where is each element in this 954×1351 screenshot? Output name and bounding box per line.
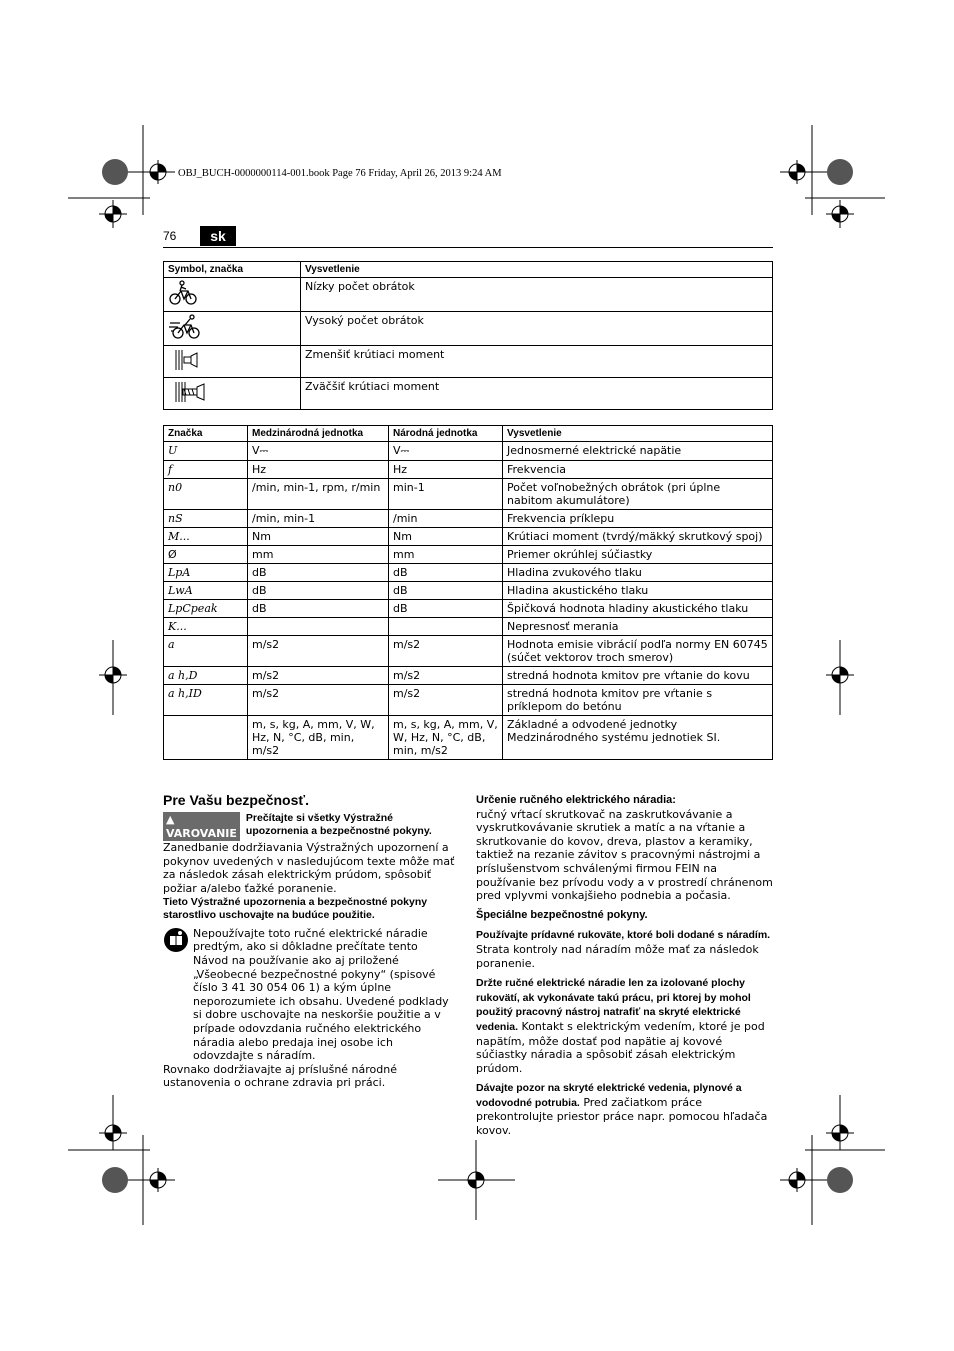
table-cell: m, s, kg, A, mm, V, W, Hz, N, °C, dB, min, m/s2 (389, 716, 503, 760)
left-column (163, 812, 455, 1090)
table-cell: m, s, kg, A, mm, V, W, Hz, N, °C, dB, min, m/s2 (248, 716, 389, 760)
paragraph (476, 928, 773, 970)
table-cell: Jednosmerné elektrické napätie (503, 442, 773, 461)
page-number: 76 (163, 229, 177, 243)
bicycle-low-speed-icon (168, 280, 198, 306)
symbol-cell: LwA (164, 582, 248, 600)
symbol-cell: a h,D (164, 667, 248, 685)
table-cell: Špičková hodnota hladiny akustického tlaku (503, 600, 773, 618)
table-cell: V⎓ (389, 442, 503, 461)
table-cell: mm (389, 546, 503, 564)
symbol-cell: f (164, 461, 248, 479)
table-cell: Počet voľnobežných obrátok (pri úplne nabitom akumulátore) (503, 479, 773, 510)
table-cell: stredná hodnota kmitov pre vŕtanie do kovu (503, 667, 773, 685)
table-cell: dB (248, 582, 389, 600)
table-cell: /min, min-1 (248, 510, 389, 528)
text: Strata kontroly nad náradím môže mať za následok poranenie. (476, 942, 759, 970)
symbol-table (163, 261, 773, 410)
table-cell: stredná hodnota kmitov pre vŕtanie s príklepom do betónu (503, 685, 773, 716)
symbol-cell: Ø (164, 546, 248, 564)
table-cell: m/s2 (389, 667, 503, 685)
table-cell: Hladina akustického tlaku (503, 582, 773, 600)
paragraph (476, 976, 773, 1075)
column-header: Vysvetlenie (503, 426, 773, 442)
column-header: Medzinárodná jednotka (248, 426, 389, 442)
table-cell: m/s2 (389, 636, 503, 667)
symbol-cell: K... (164, 618, 248, 636)
table-cell: dB (389, 600, 503, 618)
table-cell: dB (389, 564, 503, 582)
table-cell: dB (248, 564, 389, 582)
symbol-cell: n0 (164, 479, 248, 510)
column-header: Národná jednotka (389, 426, 503, 442)
warning-triangle-icon: ▲ (166, 813, 175, 826)
symbol-cell (164, 378, 301, 410)
symbol-cell: a h,ID (164, 685, 248, 716)
screw-large-torque-icon (168, 380, 206, 404)
symbol-cell: LpA (164, 564, 248, 582)
table-cell: Nm (248, 528, 389, 546)
table-cell: mm (248, 546, 389, 564)
bold-lead: Dávajte pozor na skryté elektrické vedenia, plynové a vodovodné potrubia. (476, 1082, 742, 1109)
table-cell: Nízky počet obrátok (301, 278, 773, 312)
symbol-header: Symbol, značka (164, 262, 301, 278)
language-badge: sk (200, 226, 236, 246)
warning-badge (163, 812, 240, 841)
table-cell: m/s2 (248, 667, 389, 685)
header-rule (163, 247, 773, 248)
paragraph: Zanedbanie dodržiavania Výstražných upozornení a pokynov uvedených v nasledujúcom texte môže mať za následok zásah elektrickým prúdom, spôsobiť požiar a/alebo ťažké poranenie. (163, 841, 455, 895)
table-cell: Hodnota emisie vibrácií podľa normy EN 60745 (súčet vektorov troch smerov) (503, 636, 773, 667)
table-cell: Hladina zvukového tlaku (503, 564, 773, 582)
explanation-header: Vysvetlenie (301, 262, 773, 278)
table-cell: Hz (248, 461, 389, 479)
symbol-cell: nS (164, 510, 248, 528)
table-cell: m/s2 (248, 685, 389, 716)
warning-text: Prečítajte si všetky Výstražné upozornenia a bezpečnostné pokyny. (245, 812, 432, 837)
file-info-line: OBJ_BUCH-0000000114-001.book Page 76 Friday, April 26, 2013 9:24 AM (178, 168, 502, 179)
symbol-cell: M... (164, 528, 248, 546)
table-cell: V⎓ (248, 442, 389, 461)
symbol-cell: LpCpeak (164, 600, 248, 618)
screw-small-torque-icon (168, 348, 198, 372)
symbol-cell: a (164, 636, 248, 667)
table-cell: dB (389, 582, 503, 600)
units-table (163, 425, 773, 760)
table-cell (389, 618, 503, 636)
text: Kontakt s elektrickým vedením, ktoré je pod napätím, môže dostať pod napätie aj kovové súčiastky náradia a spôsobiť zásah elektrickým prúdom. (476, 1019, 765, 1075)
paragraph-bold: Tieto Výstražné upozornenia a bezpečnostné pokyny starostlivo uschovajte na budúce použitie. (163, 895, 428, 922)
paragraph: ručný vŕtací skrutkovač na zaskrutkovávanie a vyskrutkovávanie skrutiek a matíc a na vŕtanie a skrutkovanie do kovov, dreva, plastov a keramiky, taktiež na rezanie závitov s pracovnými nástrojmi a príslušenstvom schválenými firmou FEIN na používanie bez prívodu vody a v prostredí chránenom pred vplyvmi vonkajšieho podnebia a počasia. (476, 807, 773, 903)
table-cell: Vysoký počet obrátok (301, 312, 773, 346)
subheading: Určenie ručného elektrického náradia: (476, 794, 676, 806)
table-cell (248, 618, 389, 636)
read-manual-icon (163, 927, 189, 1063)
warning-label: VAROVANIE (166, 826, 237, 840)
table-cell: Frekvencia príklepu (503, 510, 773, 528)
column-header: Značka (164, 426, 248, 442)
table-cell: m/s2 (389, 685, 503, 716)
symbol-cell: U (164, 442, 248, 461)
table-cell: dB (248, 600, 389, 618)
table-cell: min-1 (389, 479, 503, 510)
table-cell: m/s2 (248, 636, 389, 667)
table-cell: /min (389, 510, 503, 528)
bicycle-high-speed-icon (168, 314, 202, 340)
symbol-cell (164, 278, 301, 312)
table-cell: Základné a odvodené jednotky Medzinárodného systému jednotiek SI. (503, 716, 773, 760)
table-cell: Priemer okrúhlej súčiastky (503, 546, 773, 564)
table-cell: Krútiaci moment (tvrdý/mäkký skrutkový spoj) (503, 528, 773, 546)
table-cell: Zmenšiť krútiaci moment (301, 346, 773, 378)
subheading: Špeciálne bezpečnostné pokyny. (476, 908, 648, 921)
section-title: Pre Vašu bezpečnosť. (163, 792, 309, 808)
table-cell: Nepresnosť merania (503, 618, 773, 636)
table-cell: /min, min-1, rpm, r/min (248, 479, 389, 510)
bold-lead: Používajte prídavné rukoväte, ktoré boli dodané s náradím. (476, 929, 771, 942)
table-cell: Zväčšiť krútiaci moment (301, 378, 773, 410)
right-column (476, 794, 773, 1138)
symbol-cell (164, 346, 301, 378)
bold-lead: Držte ručné elektrické náradie len za izolované plochy rukovätí, ak vykonávate takú prácu, pri ktorej by mohol použitý pracovný nástroj natrafiť na skryté elektrické vedenia. (476, 977, 751, 1033)
paragraph: Nepoužívajte toto ručné elektrické náradie predtým, ako si dôkladne prečítate tento Návod na používanie ako aj priložené „Všeobecné bezpečnostné pokyny“ (spisové číslo 3 41 30 054 06 1) a kým úplne neporozumiete ich obsahu. Uvedené podklady si dobre uschovajte na neskoršie použitie a v prípade odovzdania ručného elektrického náradia alebo predaja inej osobe ich odovzdajte s náradím. (193, 926, 449, 1063)
paragraph: Rovnako dodržiavajte aj príslušné národné ustanovenia o ochrane zdravia pri práci. (163, 1062, 398, 1090)
paragraph (476, 1081, 773, 1137)
symbol-cell (164, 716, 248, 760)
text: Pred začiatkom práce prekontrolujte priestor práce napr. pomocou hľadača kovov. (476, 1095, 768, 1138)
table-cell: Frekvencia (503, 461, 773, 479)
symbol-cell (164, 312, 301, 346)
table-cell: Nm (389, 528, 503, 546)
table-cell: Hz (389, 461, 503, 479)
